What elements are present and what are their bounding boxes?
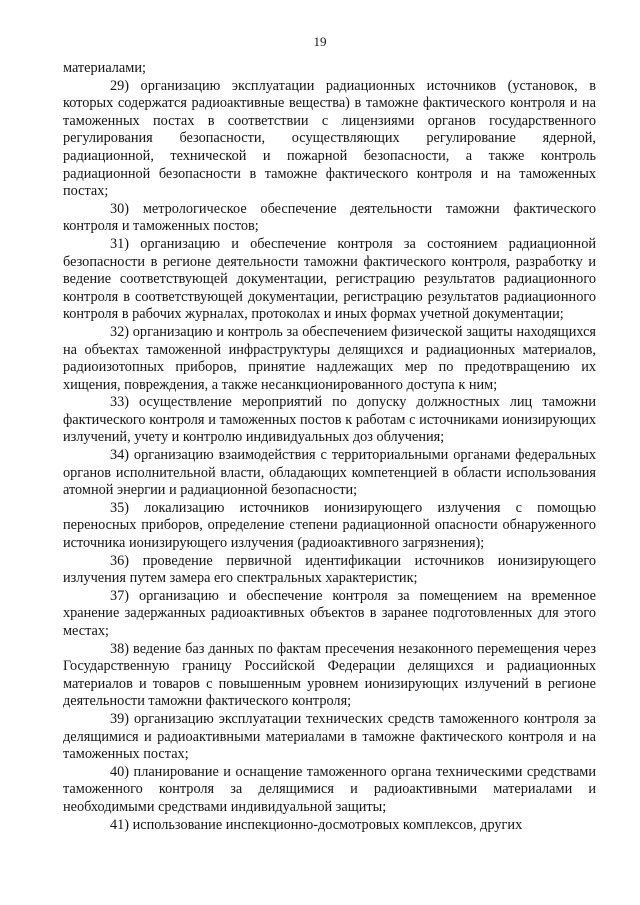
paragraph-item-36: 36) проведение первичной идентификации источников ионизирующего излучения путем замера его спектральных характеристик; bbox=[63, 552, 596, 587]
paragraph-continuation: материалами; bbox=[63, 60, 146, 76]
paragraph-item-30: 30) метрологическое обеспечение деятельности таможни фактического контроля и таможенных постов; bbox=[63, 200, 596, 235]
paragraph-item-37: 37) организацию и обеспечение контроля за помещением на временное хранение задержанных радиоактивных объектов в заранее подготовленных для этого местах; bbox=[63, 587, 596, 639]
paragraph-item-40: 40) планирование и оснащение таможенного органа техническими средствами таможенного контроля за делящимися и радиоактивными материалами и необходимыми средствами индивидуальной защиты; bbox=[63, 763, 596, 815]
paragraph-item-32: 32) организацию и контроль за обеспечением физической защиты находящихся на объектах таможенной инфраструктуры делящихся и радиационных материалов, радиоизотопных приборов, принятие надлежащих мер по предотвращению их хищения, повреждения, а также несанкционированного доступа к ним; bbox=[63, 323, 596, 393]
paragraph-item-38: 38) ведение баз данных по фактам пресечения незаконного перемещения через Государственную границу Российской Федерации делящихся и радиационных материалов и товаров с повышенным уровнем ионизирующих излучений в регионе деятельности таможни фактического контроля; bbox=[63, 640, 596, 710]
paragraph-item-39: 39) организацию эксплуатации технических средств таможенного контроля за делящимися и радиоактивными материалами в таможне фактического контроля и на таможенных постах; bbox=[63, 710, 596, 763]
paragraph-item-34: 34) организацию взаимодействия с территориальными органами федеральных органов исполнительной власти, обладающих компетенцией в области использования атомной энергии и радиационной безопасности; bbox=[63, 447, 596, 499]
paragraph-item-31: 31) организацию и обеспечение контроля за состоянием радиационной безопасности в регионе деятельности таможни фактического контроля, разработку и ведение соответствующей документации, регистрацию результатов радиационного контроля в соответствующей документации, регистрацию результатов радиационного контроля в рабочих журналах, протоколах и иных формах учетной документации; bbox=[63, 235, 596, 323]
paragraph-item-29: 29) организацию эксплуатации радиационных источников (установок, в которых содержатся радиоактивные вещества) в таможне фактического контроля и на таможенных постах в соответствии с лицензиями органов государственного регулирования безопасности, осуществляющих регулирование ядерной, радиационной, технической и пожарной безопасности, а также контроль радиационной безопасности в таможне фактического контроля и на таможенных постах; bbox=[63, 77, 596, 200]
paragraph-item-33: 33) осуществление мероприятий по допуску должностных лиц таможни фактического контроля и таможенных постов к работам с источниками ионизирующих излучений, учету и контролю индивидуальных доз облучения; bbox=[63, 394, 596, 446]
page-number: 19 bbox=[313, 34, 327, 49]
paragraph-item-41: 41) использование инспекционно-досмотровых комплексов, других bbox=[110, 816, 523, 833]
paragraph-item-35: 35) локализацию источников ионизирующего излучения с помощью переносных приборов, определение степени радиационной опасности обнаруженного источника ионизирующего излучения (радиоактивного загрязнения); bbox=[63, 499, 596, 552]
document-body bbox=[63, 60, 596, 834]
